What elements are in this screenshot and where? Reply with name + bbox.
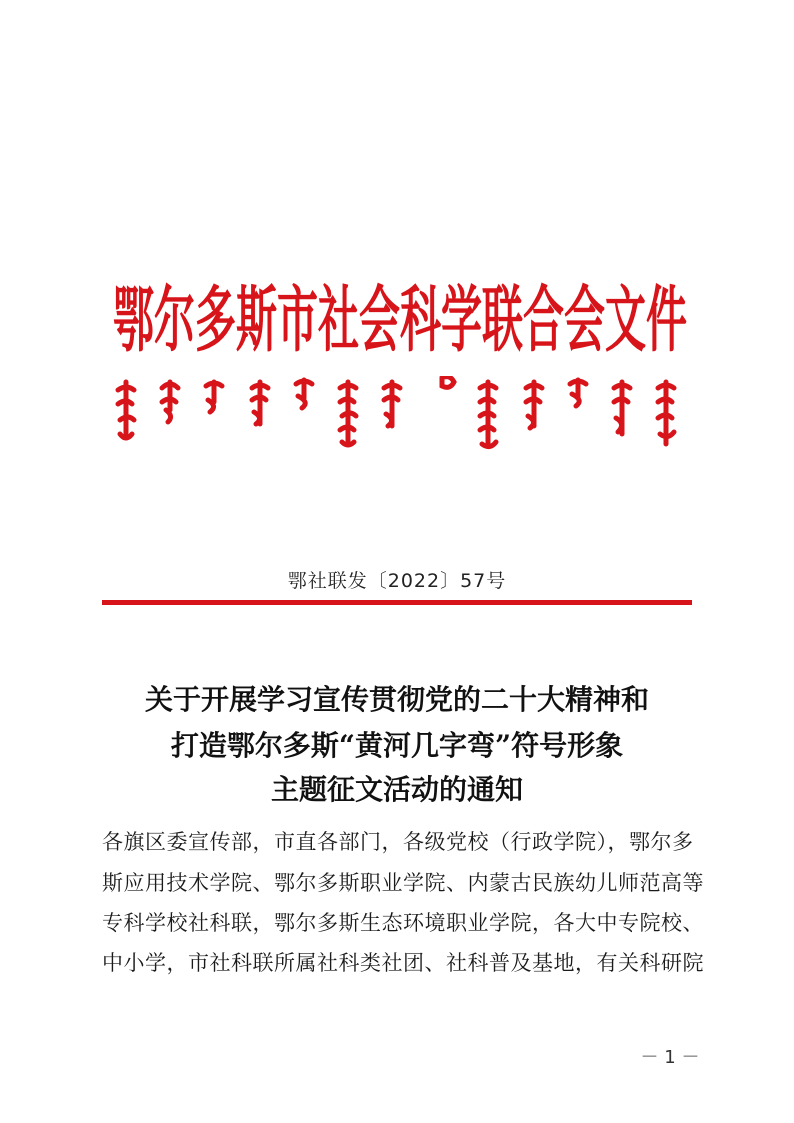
mongolian-script-title: [108, 376, 688, 452]
document-number: 鄂社联发〔2022〕57号: [287, 570, 507, 592]
notice-title-line-1: 关于开展学习宣传贯彻党的二十大精神和: [144, 683, 649, 716]
notice-title-line-3: 主题征文活动的通知: [270, 773, 523, 806]
body-text-line-4: 中小学，市社科联所属社科类社团、社科普及基地，有关科研院: [102, 951, 704, 975]
red-divider-line: [102, 600, 692, 605]
page-number: － 1 －: [640, 1047, 700, 1068]
body-text-line-2: 斯应用技术学院、鄂尔多斯职业学院、内蒙古民族幼儿师范高等: [102, 871, 704, 895]
body-text-line-3: 专科学校社科联，鄂尔多斯生态环境职业学院，各大中专院校、: [102, 911, 704, 935]
issuing-organization-title: 鄂尔多斯市社会科学联合会文件: [113, 277, 687, 362]
body-text-line-1: 各旗区委宣传部，市直各部门，各级党校（行政学院），鄂尔多: [102, 830, 694, 854]
notice-title-line-2: 打造鄂尔多斯“黄河几字弯”符号形象: [170, 729, 624, 762]
